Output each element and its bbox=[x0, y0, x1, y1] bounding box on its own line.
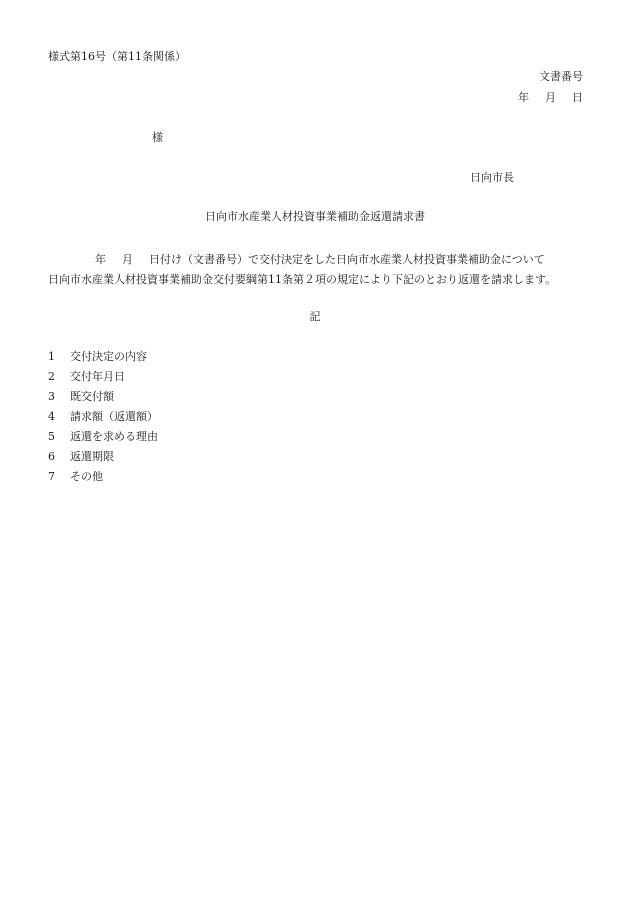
date-line bbox=[518, 92, 583, 103]
date-day: 日 bbox=[572, 91, 583, 104]
item-number: 5 bbox=[48, 430, 55, 443]
item-number: 1 bbox=[48, 350, 55, 363]
date-year: 年 bbox=[518, 91, 529, 104]
list-item bbox=[48, 411, 158, 431]
item-number: 7 bbox=[48, 470, 55, 483]
body-line-1 bbox=[48, 250, 588, 270]
body-month: 月 bbox=[122, 253, 133, 266]
date-month: 月 bbox=[545, 91, 556, 104]
recipient-honorific: 様 bbox=[152, 131, 163, 144]
list-item bbox=[48, 471, 158, 491]
item-label: 既交付額 bbox=[70, 390, 114, 403]
body-paragraph bbox=[48, 250, 588, 290]
item-label: 返還を求める理由 bbox=[70, 430, 158, 443]
document-title: 日向市水産業人材投資事業補助金返還請求書 bbox=[205, 210, 425, 223]
item-number: 3 bbox=[48, 390, 55, 403]
sender-name: 日向市長 bbox=[470, 171, 514, 184]
list-item bbox=[48, 351, 158, 371]
document-number-label: 文書番号 bbox=[539, 70, 583, 83]
form-number: 様式第16号（第11条関係） bbox=[48, 50, 186, 63]
item-label: 請求額（返還額） bbox=[70, 410, 158, 423]
body-line-1-rest: 日付け（文書番号）で交付決定をした日向市水産業人材投資事業補助金について bbox=[149, 253, 545, 266]
item-list bbox=[48, 351, 158, 491]
item-number: 6 bbox=[48, 450, 55, 463]
list-item bbox=[48, 451, 158, 471]
item-number: 2 bbox=[48, 370, 55, 383]
list-item bbox=[48, 431, 158, 451]
item-label: その他 bbox=[70, 470, 103, 483]
list-item bbox=[48, 391, 158, 411]
list-item bbox=[48, 371, 158, 391]
body-year: 年 bbox=[95, 253, 106, 266]
item-label: 交付決定の内容 bbox=[70, 350, 147, 363]
body-line-2: 日向市水産業人材投資事業補助金交付要綱第11条第２項の規定により下記のとおり返還を請求します。 bbox=[48, 273, 557, 286]
item-number: 4 bbox=[48, 410, 55, 423]
item-label: 返還期限 bbox=[70, 450, 114, 463]
item-label: 交付年月日 bbox=[70, 370, 125, 383]
ki-heading: 記 bbox=[309, 310, 321, 323]
